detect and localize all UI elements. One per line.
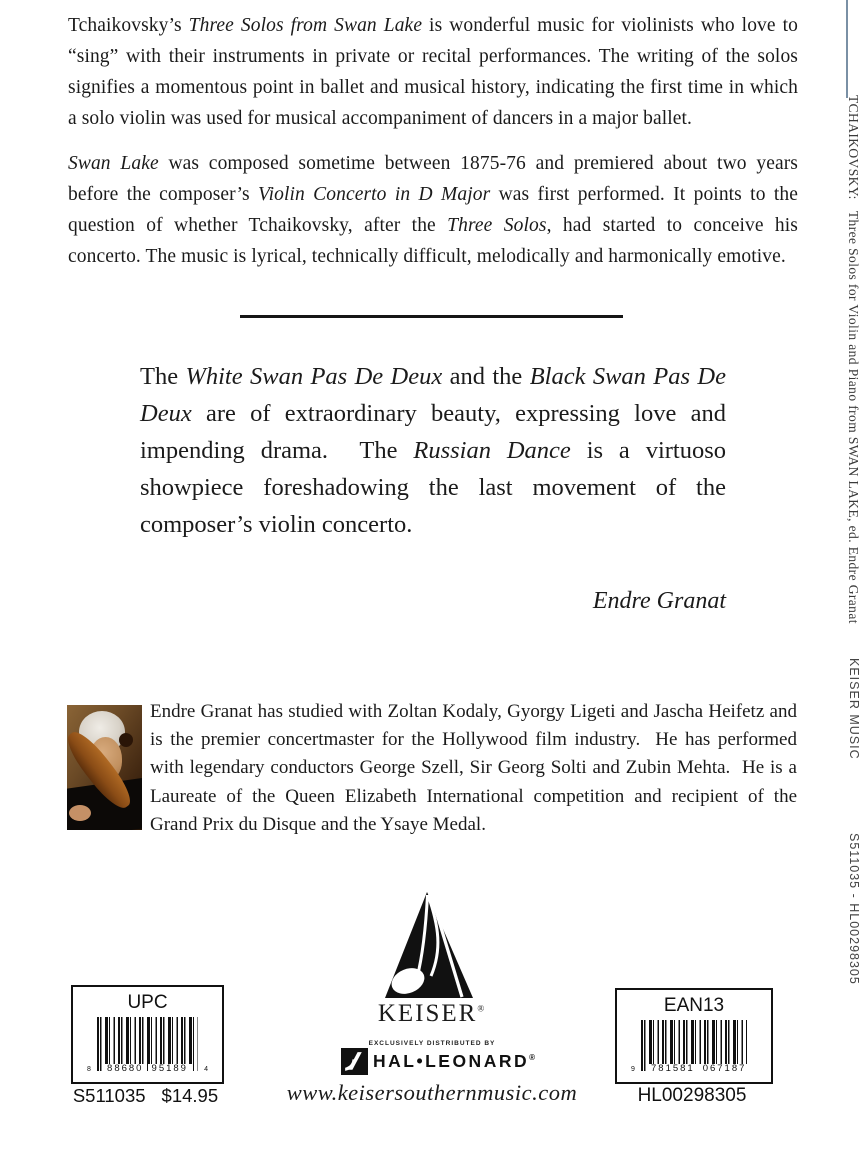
spine-catalog-number: S511035 - HL00298305 xyxy=(847,833,861,985)
hal-leonard-logo-row xyxy=(318,1048,558,1075)
keiser-note-logo xyxy=(385,892,473,998)
ean-digit-group: 067187 xyxy=(699,1064,751,1074)
quote-block: The White Swan Pas De Deux and the Black Swan Pas De Deux are of extraordinary beauty, expressing love and impending drama. The Russian Dance is a virtuoso showpiece foreshadowing the last movement of the composer’s violin concerto. xyxy=(140,363,727,538)
spine-publisher: KEISER MUSIC xyxy=(847,658,861,760)
upc-right-digit: 4 xyxy=(204,1066,208,1073)
upc-barcode-box xyxy=(71,985,224,1084)
music-note-icon xyxy=(385,892,473,998)
upc-bars-area xyxy=(87,1017,208,1074)
ean-label: EAN13 xyxy=(663,995,725,1016)
intro-paragraph-1: Tchaikovsky’s Three Solos from Swan Lake is wonderful music for violinists who love to “sing” with their instruments in private or recital performances. The writing of the solos signifies a momentous point in ballet and musical history, indicating the first time in which a solo violin was used for musical accompaniment of dancers in a major ballet. xyxy=(68,15,799,129)
quote-attribution: Endre Granat xyxy=(592,588,726,614)
photo-hand xyxy=(69,805,91,821)
registered-mark: ® xyxy=(477,1003,487,1014)
distributed-by-label: EXCLUSIVELY DISTRIBUTED BY xyxy=(368,1040,496,1047)
ean-left-digit: 9 xyxy=(631,1066,635,1073)
photo-violin-scroll xyxy=(119,733,133,747)
keiser-brand-text: KEISER xyxy=(377,1000,478,1027)
intro-paragraph-2: Swan Lake was composed sometime between 1875-76 and premiered about two years before the composer’s Violin Concerto in D Major was first performed. It points to the question of whether Tchaikovsky, after the Three Solos, had started to conceive his concerto. The music is lyrical, technically difficult, melodically and harmonically emotive. xyxy=(68,153,798,267)
author-bio-text: Endre Granat has studied with Zoltan Kodaly, Gyorgy Ligeti and Jascha Heifetz and is the premier concertmaster for the Hollywood film industry. He has performed with legendary conductors George Szell, Sir Georg Solti and Zubin Mehta. He is a Laureate of the Queen Elizabeth International competition and recipient of the Grand Prix du Disque and the Ysaye Medal. xyxy=(150,701,797,835)
ean-bars-area xyxy=(631,1020,757,1074)
hal-leonard-icon xyxy=(341,1048,368,1075)
upc-label: UPC xyxy=(127,992,168,1013)
catalog-number: S511035 xyxy=(72,1085,146,1106)
upc-left-digit: 8 xyxy=(87,1066,91,1073)
ean-barcode-box xyxy=(615,988,773,1084)
price: $14.95 xyxy=(161,1085,219,1106)
upc-digit-group: 88680 xyxy=(103,1064,147,1074)
page-edge-line xyxy=(846,0,848,98)
registered-mark: ® xyxy=(529,1053,536,1063)
upc-digits xyxy=(103,1064,192,1074)
publisher-website: www.keisersouthernmusic.com xyxy=(286,1080,578,1105)
ean-caption: HL00298305 xyxy=(637,1085,747,1106)
section-divider xyxy=(240,315,623,318)
keiser-brand-name xyxy=(332,1000,532,1028)
hal-leonard-text: HAL•LEONARD xyxy=(372,1051,530,1071)
spine-title: TCHAIKOVSKY: Three Solos for Violin and Piano from SWAN LAKE, ed. Endre Granat xyxy=(846,95,861,624)
upc-bars xyxy=(97,1017,198,1074)
upc-digit-group: 95189 xyxy=(148,1064,192,1074)
ean-digit-group: 781581 xyxy=(647,1064,699,1074)
author-photo xyxy=(67,705,142,830)
upc-caption-row xyxy=(71,1085,220,1107)
ean-bars xyxy=(641,1020,747,1074)
hal-leonard-wordmark xyxy=(373,1051,535,1072)
ean-digits xyxy=(647,1063,747,1074)
